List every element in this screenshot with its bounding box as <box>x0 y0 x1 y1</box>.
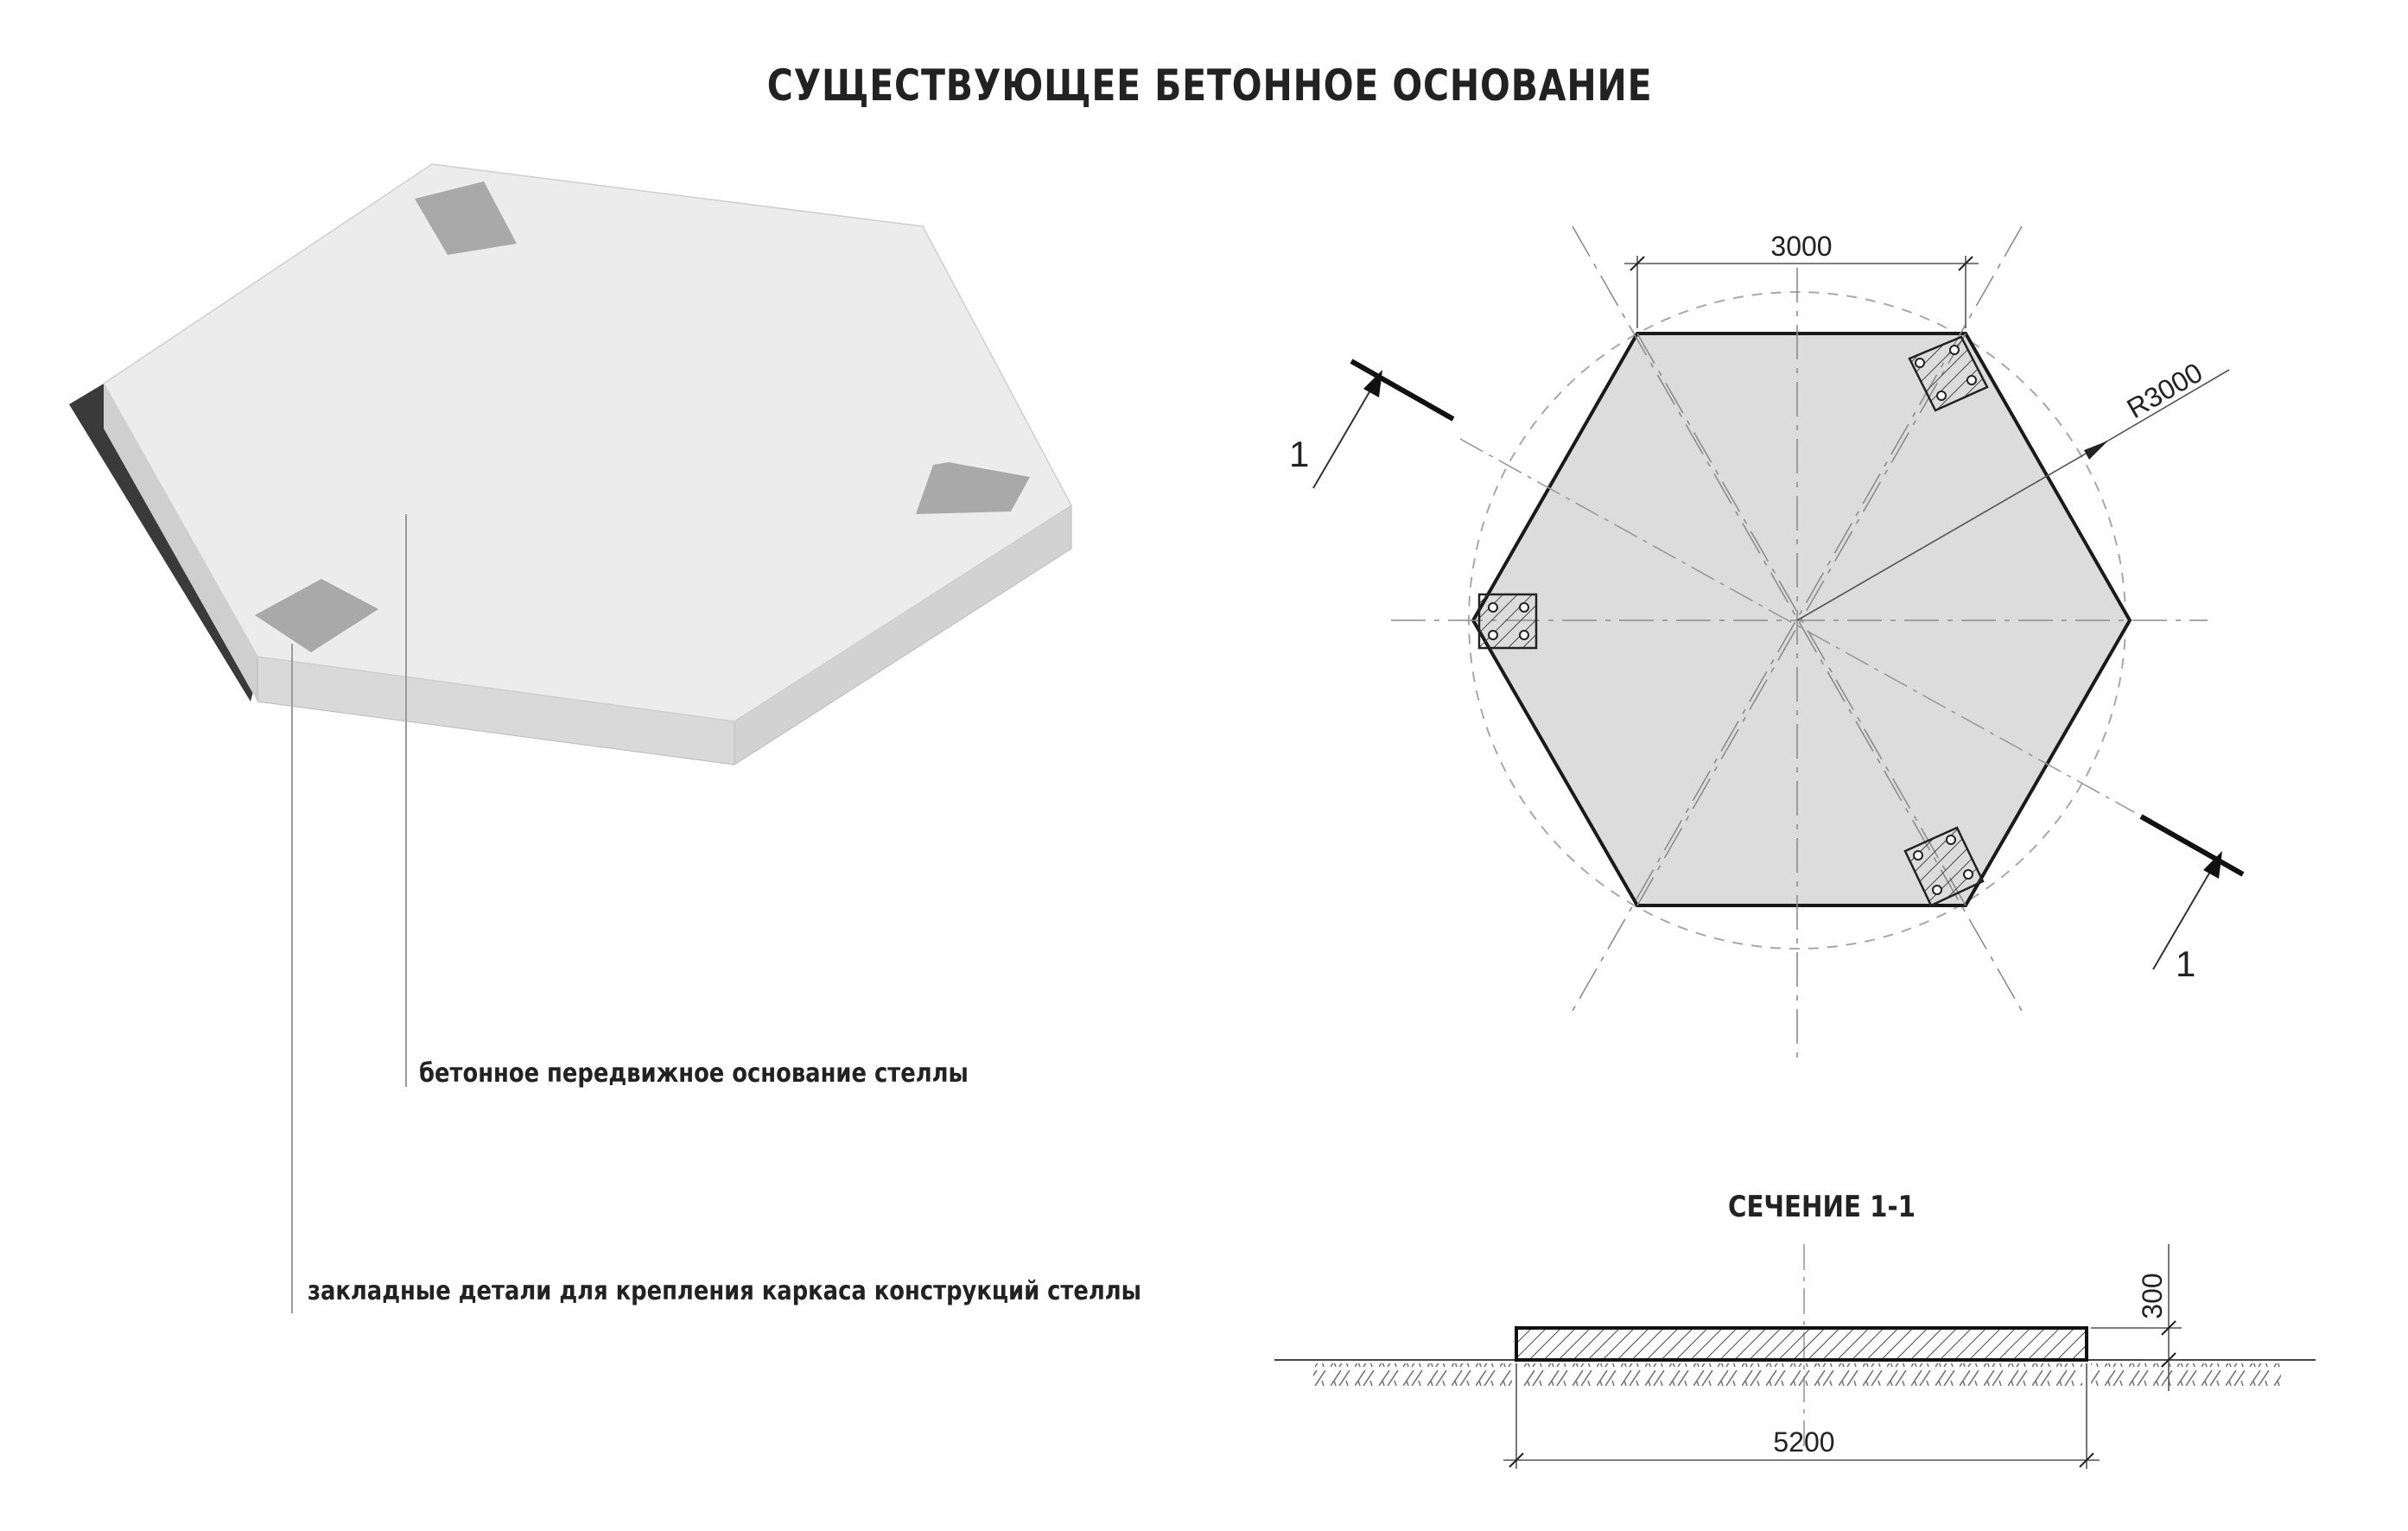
dim-label-5200: 5200 <box>1773 1426 1835 1458</box>
page-title: СУЩЕСТВУЮЩЕЕ БЕТОННОЕ ОСНОВАНИЕ <box>766 60 1653 111</box>
callout-embeds: закладные детали для крепления каркаса конструкций стеллы <box>308 1276 1142 1306</box>
soil-hatch-left <box>1313 1363 1512 1386</box>
soil-hatch-right <box>2091 1363 2281 1386</box>
section-title: СЕЧЕНИЕ 1-1 <box>1728 1190 1916 1224</box>
radius-arrow <box>2084 441 2108 460</box>
soil-hatch-mid <box>1521 1363 2082 1386</box>
plan-view <box>1289 226 2243 1063</box>
slab-section <box>1516 1328 2087 1360</box>
dim-label-3000: 3000 <box>1770 231 1833 262</box>
radius-label: R3000 <box>2121 356 2208 425</box>
dim-label-300: 300 <box>2137 1273 2168 1319</box>
plan-embed-left <box>1479 594 1536 648</box>
isometric-slab <box>69 164 1071 1313</box>
callout-base: бетонное передвижное основание стеллы <box>419 1058 969 1089</box>
section-mark-right <box>2141 816 2243 984</box>
section-view <box>1274 1244 2316 1469</box>
section-mark-left-label: 1 <box>1289 434 1310 474</box>
section-mark-left <box>1289 361 1453 488</box>
section-mark-right-label: 1 <box>2176 943 2196 984</box>
